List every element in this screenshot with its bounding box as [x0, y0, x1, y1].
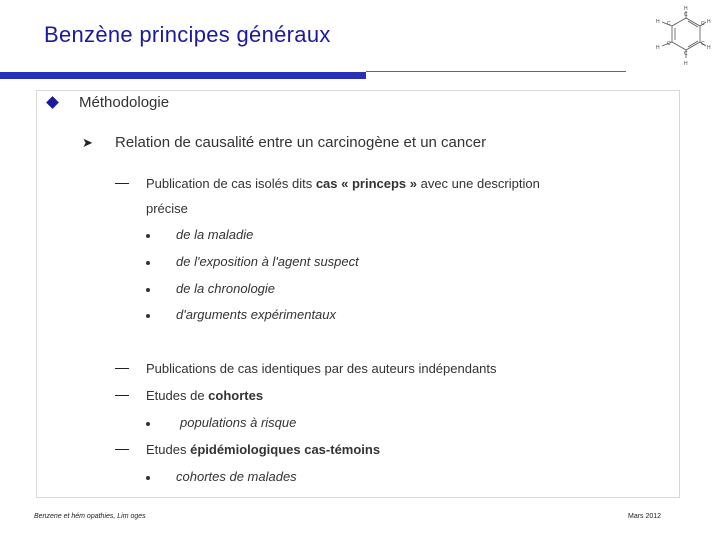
- carbon-label: C: [701, 41, 705, 47]
- level1-heading: Méthodologie: [79, 94, 170, 111]
- item4-bold: épidémiologiques cas-témoins: [190, 442, 381, 457]
- dash-bullet-icon: [115, 183, 129, 184]
- level2-text: Relation de causalité entre un carcinogène et un cancer: [115, 134, 487, 151]
- hydrogen-label: H: [684, 61, 688, 67]
- item4-pre: Etudes: [146, 442, 191, 457]
- hydrogen-label: H: [656, 19, 660, 25]
- item1-bold: cas « princeps »: [315, 176, 417, 191]
- dot-bullet-icon: [146, 314, 150, 318]
- carbon-label: C: [667, 21, 671, 27]
- dot-bullet-icon: [146, 476, 150, 480]
- item4-bullet: cohortes de malades: [176, 469, 297, 484]
- dot-bullet-icon: [146, 234, 150, 238]
- item1-bullet: de la chronologie: [176, 281, 276, 296]
- item3-bullet: populations à risque: [180, 415, 297, 430]
- carbon-label: C: [701, 21, 705, 27]
- title-underline-thin: [366, 71, 626, 72]
- carbon-label: C: [684, 12, 688, 18]
- item4-text: [146, 442, 380, 457]
- carbon-label: C: [667, 41, 671, 47]
- dash-bullet-icon: [115, 368, 129, 369]
- footer-left: Benzene et hém opathies, Lim oges: [34, 513, 146, 520]
- dash-bullet-icon: [115, 449, 129, 450]
- item3-bold: cohortes: [208, 388, 264, 403]
- item1-continuation: précise: [146, 201, 188, 216]
- item3-text: [146, 388, 263, 403]
- arrow-bullet-icon: ➤: [82, 135, 93, 150]
- item1-bullet: d'arguments expérimentaux: [176, 307, 337, 322]
- dash-bullet-icon: [115, 395, 129, 396]
- dot-bullet-icon: [146, 261, 150, 265]
- item1-bullet: de l'exposition à l'agent suspect: [176, 254, 359, 269]
- title-underline-blue: [0, 72, 366, 79]
- carbon-label: C: [684, 51, 688, 57]
- hydrogen-label: H: [684, 6, 688, 12]
- item1-text: [146, 176, 540, 191]
- item1-bullet: de la maladie: [176, 227, 254, 242]
- item3-pre: Etudes de: [146, 388, 209, 403]
- footer-right: Mars 2012: [628, 513, 662, 520]
- item1-post: avec une description: [416, 176, 540, 191]
- dot-bullet-icon: [146, 288, 150, 292]
- hydrogen-label: H: [656, 45, 660, 51]
- item2-text: Publications de cas identiques par des auteurs indépendants: [146, 361, 497, 376]
- hydrogen-label: H: [707, 45, 711, 51]
- dot-bullet-icon: [146, 422, 150, 426]
- content-frame: [36, 90, 680, 498]
- item1-pre: Publication de cas isolés dits: [146, 176, 316, 191]
- slide-title: Benzène principes généraux: [44, 22, 331, 47]
- hydrogen-label: H: [707, 19, 711, 25]
- benzene-structure-icon: [648, 2, 720, 68]
